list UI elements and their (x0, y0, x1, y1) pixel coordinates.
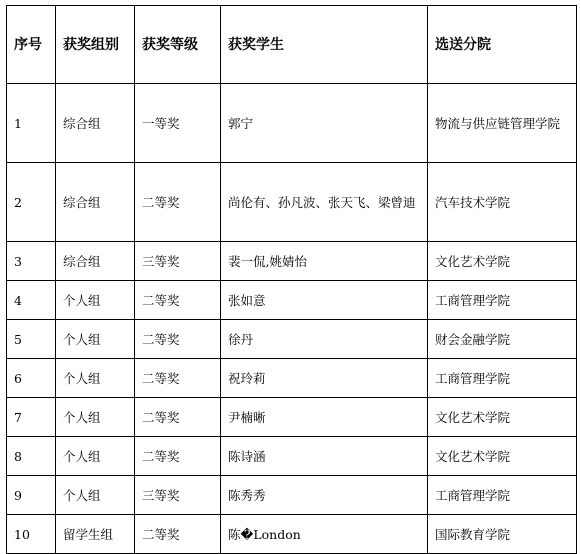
header-college: 选送分院 (428, 6, 577, 84)
cell-students: 陈�London (221, 515, 428, 554)
cell-students: 尹楠晰 (221, 398, 428, 437)
cell-students: 尚伦有、孙凡波、张天飞、梁曾迪 (221, 163, 428, 242)
cell-number: 10 (7, 515, 56, 554)
cell-group: 留学生组 (56, 515, 135, 554)
cell-level: 二等奖 (135, 163, 221, 242)
cell-number: 5 (7, 320, 56, 359)
cell-level: 二等奖 (135, 515, 221, 554)
cell-number: 9 (7, 476, 56, 515)
cell-number: 7 (7, 398, 56, 437)
cell-college: 物流与供应链管理学院 (428, 84, 577, 163)
cell-group: 个人组 (56, 437, 135, 476)
table-row (7, 515, 577, 554)
header-row (7, 6, 577, 84)
cell-level: 二等奖 (135, 437, 221, 476)
cell-college: 文化艺术学院 (428, 398, 577, 437)
cell-group: 综合组 (56, 84, 135, 163)
cell-students: 祝玲莉 (221, 359, 428, 398)
table-row (7, 281, 577, 320)
cell-number: 8 (7, 437, 56, 476)
header-award-group: 获奖组别 (56, 6, 135, 84)
awards-table (6, 5, 577, 554)
cell-number: 1 (7, 84, 56, 163)
cell-students: 裴一侃,姚婧怡 (221, 242, 428, 281)
cell-level: 二等奖 (135, 359, 221, 398)
cell-group: 个人组 (56, 359, 135, 398)
cell-level: 三等奖 (135, 476, 221, 515)
cell-level: 二等奖 (135, 281, 221, 320)
table-row (7, 359, 577, 398)
cell-college: 文化艺术学院 (428, 242, 577, 281)
cell-group: 个人组 (56, 398, 135, 437)
header-students: 获奖学生 (221, 6, 428, 84)
table-row (7, 476, 577, 515)
cell-college: 财会金融学院 (428, 320, 577, 359)
cell-number: 4 (7, 281, 56, 320)
cell-students: 陈诗涵 (221, 437, 428, 476)
header-award-level: 获奖等级 (135, 6, 221, 84)
cell-students: 陈秀秀 (221, 476, 428, 515)
cell-college: 工商管理学院 (428, 476, 577, 515)
cell-college: 工商管理学院 (428, 281, 577, 320)
table-row (7, 84, 577, 163)
cell-group: 综合组 (56, 163, 135, 242)
header-number: 序号 (7, 6, 56, 84)
cell-students: 徐丹 (221, 320, 428, 359)
cell-group: 个人组 (56, 320, 135, 359)
cell-college: 国际教育学院 (428, 515, 577, 554)
cell-level: 二等奖 (135, 320, 221, 359)
cell-students: 张如意 (221, 281, 428, 320)
cell-level: 一等奖 (135, 84, 221, 163)
cell-college: 工商管理学院 (428, 359, 577, 398)
cell-college: 汽车技术学院 (428, 163, 577, 242)
table-row (7, 242, 577, 281)
cell-group: 个人组 (56, 476, 135, 515)
cell-students: 郭宁 (221, 84, 428, 163)
table-row (7, 398, 577, 437)
cell-college: 文化艺术学院 (428, 437, 577, 476)
table-row (7, 163, 577, 242)
cell-number: 3 (7, 242, 56, 281)
cell-level: 二等奖 (135, 398, 221, 437)
cell-group: 个人组 (56, 281, 135, 320)
table-row (7, 320, 577, 359)
cell-level: 三等奖 (135, 242, 221, 281)
cell-number: 6 (7, 359, 56, 398)
cell-number: 2 (7, 163, 56, 242)
cell-group: 综合组 (56, 242, 135, 281)
table-row (7, 437, 577, 476)
